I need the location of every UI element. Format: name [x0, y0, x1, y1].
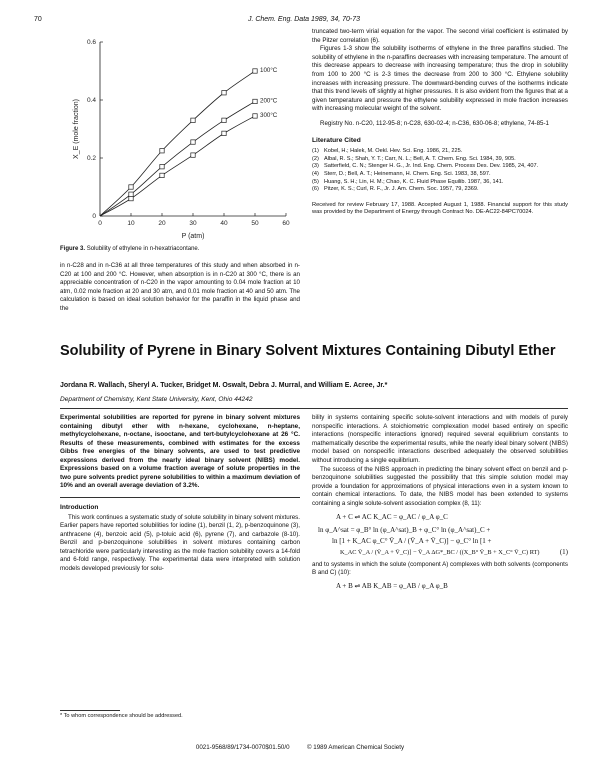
data-point	[129, 196, 133, 200]
y-tick-label: 0.4	[86, 97, 96, 105]
data-point	[129, 185, 133, 189]
x-axis-label: P (atm)	[181, 233, 205, 240]
data-point	[191, 140, 195, 144]
equation-1-number: (1)	[559, 547, 568, 556]
reference-text: Satterfield, C. N.; Stenger H. G., Jr. Ind. Eng. Chem. Process Des. Dev. 1985, 24, 407.	[324, 163, 539, 170]
equation-1-line-3: K_AC V̄_A / (V̄_A + V̄_C)] − V̄_A ΔG*_BC / ((X_B° V̄_B + X_C° V̄_C) RT)	[340, 548, 540, 556]
series-label: 300°C	[260, 111, 278, 119]
models-paragraph: bility in systems containing specific solute-solvent interactions and with models of purely nonspecific interactions. A stoichiometric complexation model based entirely on specific interactions (nonspecific interactions ignored) required several equilibrium constants to mathematically describe the experimental results, while the nearly ideal binary solvent (NIBS) model based on nonspecific interactions described adequately the observed solubilities without introducing a single equilibrium.	[312, 414, 568, 464]
page-footer	[0, 744, 600, 751]
reference-text: Sterr, D.; Bell, A. T.; Heinemann, H. Chem. Eng. Sci. 1983, 38, 597.	[324, 170, 491, 177]
data-point	[160, 149, 164, 153]
left-column-text	[60, 262, 300, 314]
reference-text: Albal, R. S.; Shah, Y. T.; Carr, N. L.; Bell, A. T. Chem. Eng. Sci. 1984, 39, 905.	[324, 155, 516, 162]
copyright: © 1989 American Chemical Society	[306, 744, 405, 751]
page-number: 70	[34, 16, 42, 23]
reference-number: (2)	[312, 155, 319, 162]
x-tick-label: 50	[251, 220, 259, 227]
figure-label: Figure 3.	[60, 246, 86, 252]
x-tick-label: 60	[282, 220, 290, 227]
data-point	[253, 99, 257, 103]
references-list	[312, 148, 568, 194]
reference-item	[312, 171, 568, 179]
registry-numbers: Registry No. n-C20, 112-95-8; n-C28, 630-02-4; n-C36, 630-06-8; ethylene, 74-85-1	[320, 119, 549, 127]
abstract: Experimental solubilities are reported for pyrene in binary solvent mixtures containing dibutyl ether with n-hexane, cyclohexane, n-heptane, methylcyclohexane, n-octane, isooctane, and tert-butylcyclohexane at 26 °C. Results of these measurements, combined with estimates for the excess Gibbs free energies of the binary solvents, are used to test predictive expressions derived from the nearly ideal binary solvent (NIBS) model. Expressions based on a volume fraction average of solute properties in the two pure solvents predict pyrene solubilities to within a maximum deviation of 10% and an overall average deviation of 3.2%.	[60, 414, 300, 489]
introduction-heading: Introduction	[60, 503, 99, 511]
department: Department of Chemistry, Kent State University, Kent, Ohio 44242	[60, 396, 253, 403]
left-paragraph: in n-C28 and in n-C36 at all three temperatures of this study and when absorbed in n-C20 at 100 and 200 °C. However, when absorption is in n-C20 at 300 °C, there is an appreciable concentration of n-C20 in the vapor amounting to 0.04 mole fraction at 10 atm, 0.02 mole fraction at 20 and 30 atm, and 0.01 mole fraction at 40 and 50 atm. The calculation is based on ideal solution behavior for the paraffin in the liquid phase and the	[60, 262, 300, 312]
footnote-rule	[60, 710, 120, 711]
solubility-chart	[56, 32, 296, 246]
article-left-column	[60, 414, 300, 574]
both-solvents-paragraph: and to systems in which the solute (component A) complexes with both solvents (components B and C) (10):	[312, 560, 568, 577]
literature-cited-heading: Literature Cited	[312, 136, 361, 144]
data-point	[253, 114, 257, 118]
abstract-divider	[60, 497, 300, 498]
article-right-column	[312, 414, 568, 592]
reference-number: (6)	[312, 186, 319, 193]
right-column	[312, 28, 568, 217]
data-point	[160, 173, 164, 177]
results-paragraph: Figures 1-3 show the solubility isotherms of ethylene in the three paraffins studied. The solubility of ethylene in the n-paraffins decreases with increasing temperature. The amount of this decrease appears to decrease with increasing temperature; thus the drop in solubility from 100 to 200 °C is 2-3 times the decrease from 200 to 300 °C. Ethylene solubility increases with increasing pressure. The downward-bending curves of the isotherms indicate that this trend levels off slightly at higher pressures. It is also evident from the figures that at a given temperature and pressure the ethylene solubility expressed in mole fraction increases with increasing molecular weight of the solvent.	[312, 45, 568, 113]
x-tick-label: 10	[127, 220, 135, 227]
x-tick-label: 30	[189, 220, 197, 227]
data-point	[160, 165, 164, 169]
y-tick-label: 0	[92, 213, 96, 221]
data-point	[222, 91, 226, 95]
equation-1-line-1: ln φ_A^sat = φ_B° ln (φ_A^sat)_B + φ_C° ln (φ_A^sat)_C +	[318, 525, 491, 534]
data-point	[222, 118, 226, 122]
series-line	[100, 101, 255, 216]
data-point	[191, 118, 195, 122]
equation-complex-ac: A + C ⇌ AC K_AC = φ_AC / φ_A φ_C	[336, 512, 448, 521]
introduction-text	[60, 514, 300, 574]
doi-code: 0021-9568/89/1734-0070$01.50/0	[195, 744, 290, 751]
reference-text: Huang, S. H.; Lin, H. M.; Chao, K. C. Fluid Phase Equilib. 1987, 36, 141.	[324, 178, 504, 185]
series-label: 100°C	[260, 67, 278, 74]
figure-caption	[60, 246, 300, 252]
reference-number: (3)	[312, 163, 319, 170]
reference-item	[312, 148, 568, 156]
reference-text: Pitzer, K. S.; Curl, R. F., Jr. J. Am. Chem. Soc. 1957, 79, 2369.	[324, 186, 479, 193]
figure-caption-text: Solubility of ethylene in n-hexatriacontane.	[86, 246, 200, 252]
title-divider	[60, 408, 568, 409]
reference-number: (4)	[312, 170, 319, 177]
data-point	[222, 131, 226, 135]
reference-item	[312, 163, 568, 171]
correspondence-footnote: * To whom correspondence should be addressed.	[60, 713, 183, 719]
y-axis-label: X_E (mole fraction)	[73, 99, 80, 159]
virial-paragraph: truncated two-term virial equation for the vapor. The second virial coefficient is estimated by the Pitzer correlation (6).	[312, 28, 568, 44]
y-tick-label: 0.6	[86, 39, 96, 47]
x-tick-label: 40	[220, 220, 228, 227]
article-title: Solubility of Pyrene in Binary Solvent Mixtures Containing Dibutyl Ether	[60, 343, 556, 359]
reference-item	[312, 186, 568, 194]
reference-text: Kobel, H.; Halek, M. Oekl. Hev. Sci. Eng. 1986, 21, 225.	[324, 148, 463, 155]
author-list: Jordana R. Wallach, Sheryl A. Tucker, Bridget M. Oswalt, Debra J. Murral, and William E. Acree, Jr.*	[60, 382, 388, 389]
introduction-paragraph: This work continues a systematic study of solute solubility in binary solvent mixtures. Earlier papers have reported solubilities for iodine (1), benzil (1, 2), p-benzoquinone (3), anthracene (4), benzoic acid (5), p-toluic acid (6), pyrene (7), and carbazole (8-10). Benzil and p-benzoquinone solubilities in solvent mixtures containing carbon tetrachloride were particularly interesting as the mole fraction solubility covers a 14-fold and 6-fold range, respectively. The experimental data were interpreted with solution models developed previously for solu-	[60, 513, 300, 573]
x-tick-label: 20	[158, 220, 166, 227]
data-point	[129, 192, 133, 196]
reference-item	[312, 156, 568, 164]
equation-1-line-2: ln [1 + K_AC φ_C° V̄_A / (V̄_A + V̄_C)] − φ_C° ln [1 +	[332, 536, 492, 545]
series-label: 200°C	[260, 97, 278, 105]
journal-citation: J. Chem. Eng. Data 1989, 34, 70-73	[247, 16, 361, 23]
data-point	[253, 69, 257, 73]
series-line	[100, 71, 255, 216]
series-line	[100, 116, 255, 216]
reference-number: (1)	[312, 148, 319, 155]
received-note: Received for review February 17, 1988. Accepted August 1, 1988. Financial support for this study was provided by the Department of Energy through Contract No. DE-AC22-84PC70024.	[312, 201, 568, 216]
x-tick-label: 0	[98, 220, 102, 227]
equation-complex-ab: A + B ⇌ AB K_AB = φ_AB / φ_A φ_B	[336, 581, 448, 590]
data-point	[191, 153, 195, 157]
nibs-paragraph: The success of the NIBS approach in predicting the binary solvent effect on benzil and p-benzoquinone solubilities suggested the possibility that this simple solution model may provide a foundation for approximations of physical interactions even in a system known to contain chemical interactions. To date, the NIBS model has been extended to systems containing a single solute-solvent association complex (8, 11):	[312, 465, 568, 507]
equation-1	[312, 525, 568, 558]
reference-item	[312, 179, 568, 187]
reference-number: (5)	[312, 178, 319, 185]
y-tick-label: 0.2	[86, 155, 96, 163]
